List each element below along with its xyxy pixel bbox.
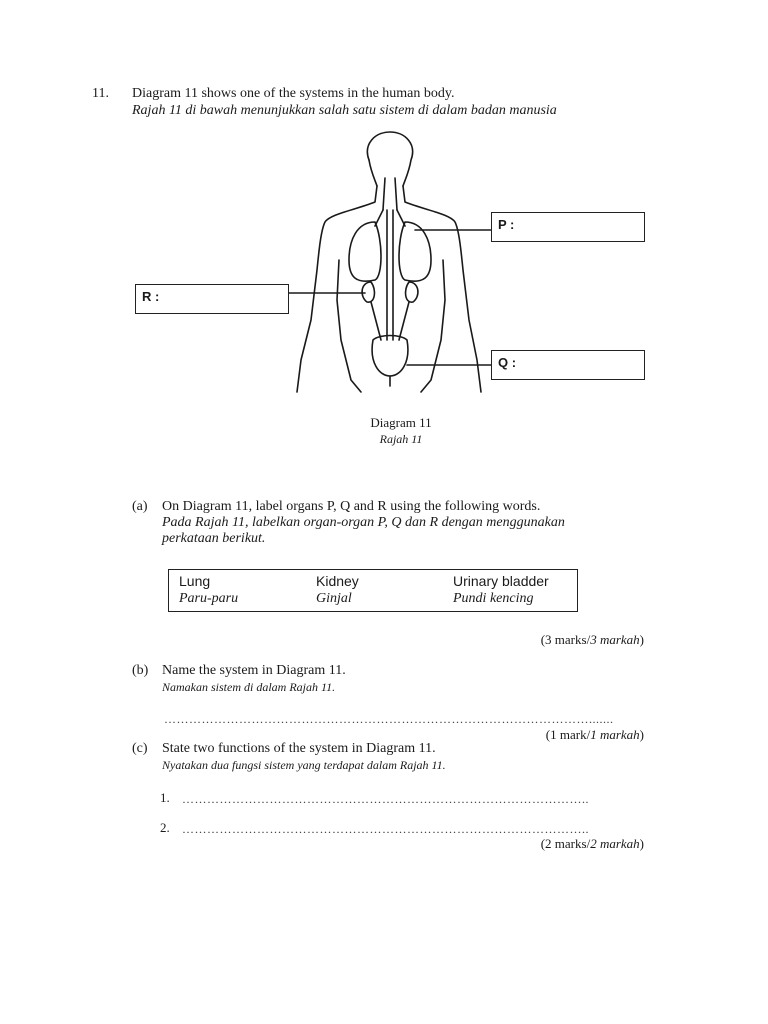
part-b-answer-line[interactable]: ………………………………………………………………………………………….......	[164, 712, 614, 726]
part-c-answer-line-1[interactable]: ……………………………………………………………………………………..	[182, 792, 589, 806]
marks-my: 3 markah	[590, 632, 640, 647]
word-my: Pundi kencing	[453, 591, 534, 606]
part-c-letter: (c)	[132, 741, 148, 756]
label-q: Q :	[498, 355, 517, 370]
word-en: Urinary bladder	[453, 573, 549, 589]
word-en: Kidney	[316, 573, 359, 589]
question-number: 11.	[92, 86, 109, 101]
part-b-marks	[546, 727, 644, 743]
label-box-r[interactable]	[135, 284, 289, 314]
marks-en: (3 marks/	[540, 632, 591, 647]
diagram-caption-malay: Rajah 11	[379, 432, 423, 446]
part-b-letter: (b)	[132, 663, 149, 678]
human-body-diagram	[125, 130, 665, 400]
part-a-question: On Diagram 11, label organs P, Q and R using the following words.	[162, 499, 541, 514]
diagram-caption: Diagram 11	[370, 415, 432, 430]
part-a-question-malay-2: perkataan berikut.	[162, 531, 266, 546]
marks-close: )	[639, 632, 644, 647]
word-my: Ginjal	[316, 591, 352, 606]
part-a-marks	[541, 632, 644, 648]
label-box-q[interactable]	[491, 350, 645, 380]
part-b-question: Name the system in Diagram 11.	[162, 663, 346, 678]
part-c-question: State two functions of the system in Diagram 11.	[162, 741, 436, 756]
marks-my: 1 markah	[590, 727, 640, 742]
answer-number-2: 2.	[160, 820, 170, 835]
word-my: Paru-paru	[179, 591, 239, 606]
question-intro: Diagram 11 shows one of the systems in the human body.	[132, 86, 455, 101]
part-a-question-malay-1: Pada Rajah 11, labelkan organ-organ P, Q dan R dengan menggunakan	[162, 515, 565, 530]
part-c-question-malay: Nyatakan dua fungsi sistem yang terdapat dalam Rajah 11.	[162, 758, 446, 772]
answer-number-1: 1.	[160, 790, 170, 805]
word-list-table	[168, 569, 578, 612]
word-en: Lung	[179, 573, 211, 589]
marks-en: (1 mark/	[545, 727, 591, 742]
label-box-p[interactable]	[491, 212, 645, 242]
part-c-answer-line-2[interactable]: ……………………………………………………………………………………..	[182, 822, 589, 836]
question-intro-malay: Rajah 11 di bawah menunjukkan salah satu sistem di dalam badan manusia	[132, 103, 557, 118]
marks-my: 2 markah	[590, 836, 640, 851]
label-r: R :	[142, 289, 160, 304]
marks-en: (2 marks/	[540, 836, 591, 851]
label-p: P :	[498, 217, 515, 232]
part-b-question-malay: Namakan sistem di dalam Rajah 11.	[162, 680, 336, 694]
marks-close: )	[639, 836, 644, 851]
part-c-marks	[541, 836, 644, 852]
part-a-letter: (a)	[132, 499, 148, 514]
marks-close: )	[639, 727, 644, 742]
